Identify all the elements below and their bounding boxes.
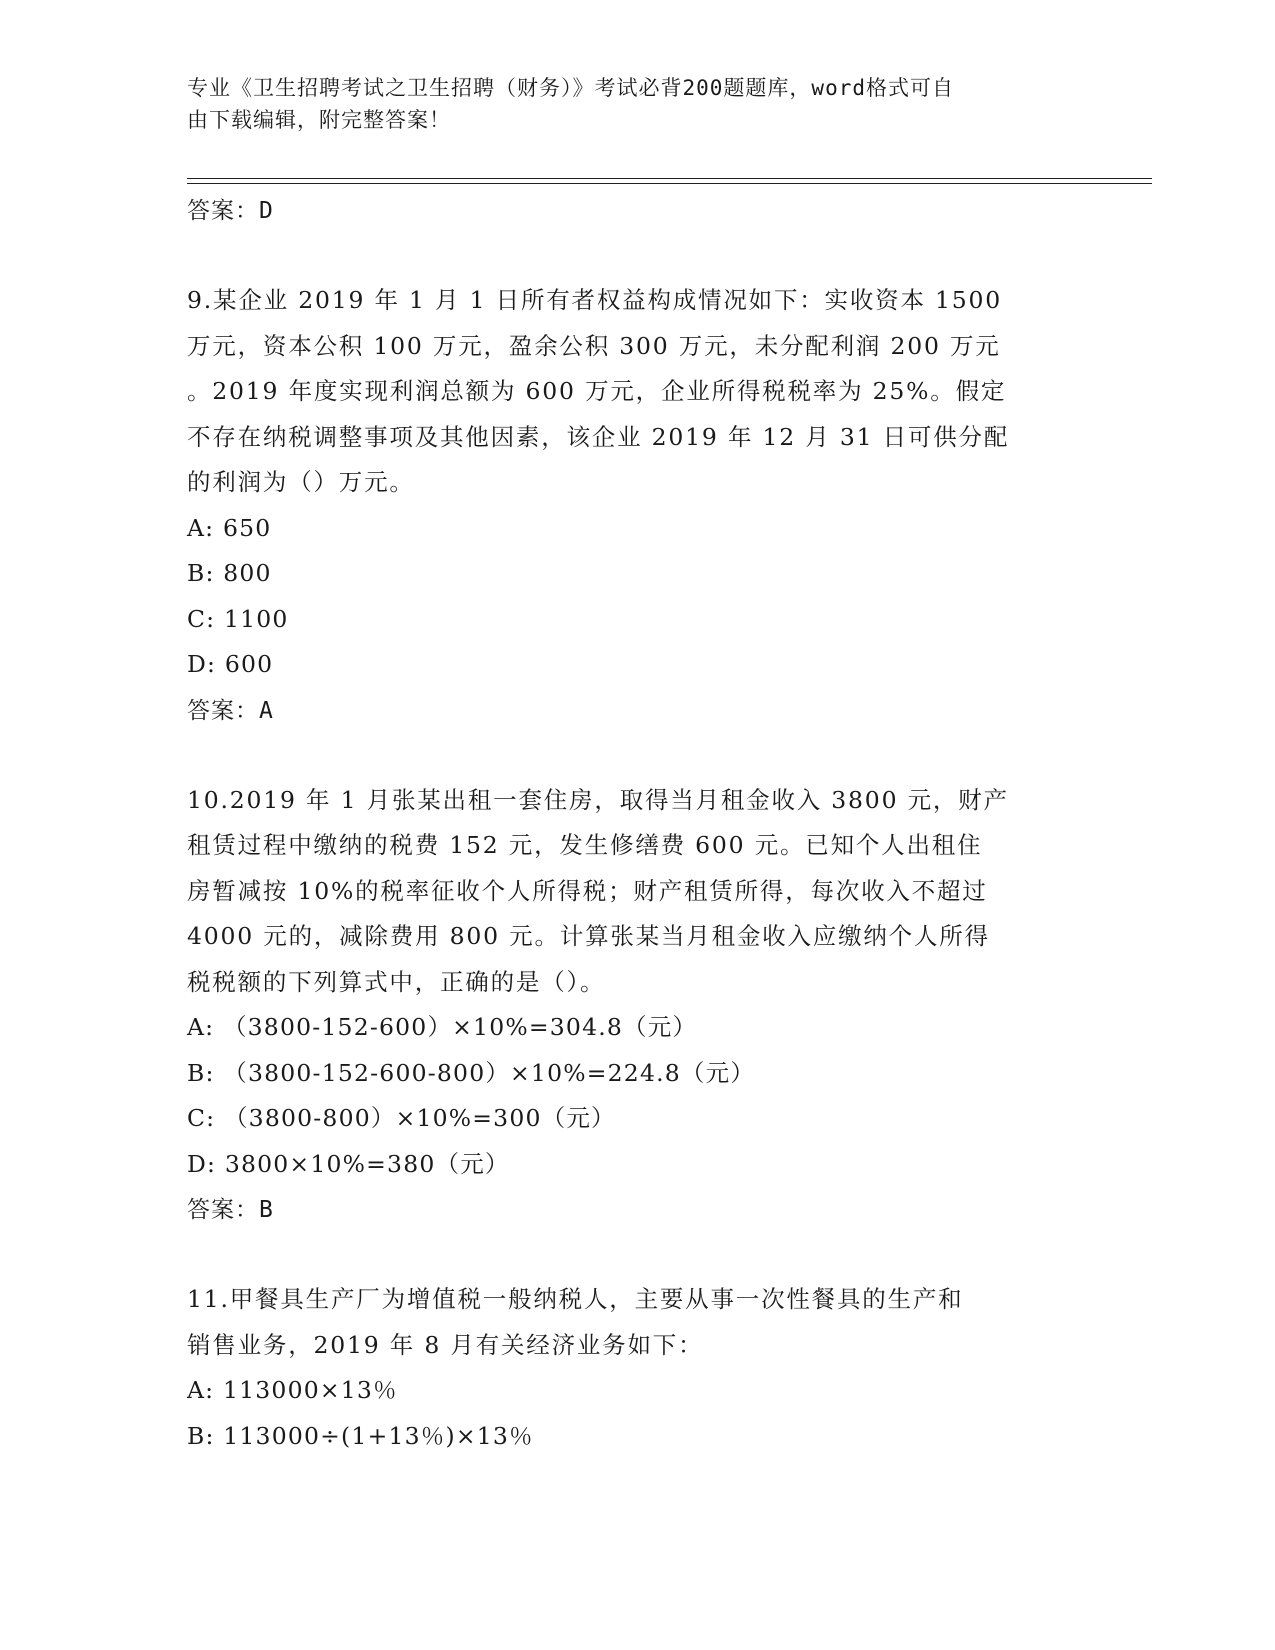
question-line: 的利润为（）万元。	[187, 468, 415, 496]
question-line: 10.2019 年 1 月张某出租一套住房，取得当月租金收入 3800 元，财产	[187, 785, 1009, 814]
question-answer: 答案：B	[187, 1197, 274, 1223]
option-a: A: 650	[187, 513, 272, 542]
option-b: B: 113000÷(1+13％)×13％	[187, 1421, 534, 1450]
question-line: 租赁过程中缴纳的税费 152 元，发生修缮费 600 元。已知个人出租住	[187, 831, 983, 859]
spacer	[187, 234, 1087, 278]
option-a: A: 113000×13％	[187, 1376, 398, 1404]
option-b: B: 800	[187, 559, 272, 587]
question-line: 房暂减按 10%的税率征收个人所得税；财产租赁所得，每次收入不超过	[187, 876, 988, 905]
option-c: C: 1100	[187, 604, 289, 633]
header-divider-top	[187, 178, 1152, 179]
question-text	[187, 1277, 1087, 1368]
option-d: D: 600	[187, 650, 274, 678]
option-c: C: （3800-800）×10%=300（元）	[187, 1104, 616, 1132]
option-b: B: （3800-152-600-800）×10%=224.8（元）	[187, 1058, 756, 1087]
question-line: 4000 元的，减除费用 800 元。计算张某当月租金收入应缴纳个人所得	[187, 922, 990, 950]
question-11	[187, 1277, 1087, 1459]
question-text	[187, 278, 1087, 506]
spacer	[187, 1233, 1087, 1277]
document-header	[187, 72, 1067, 136]
question-line: 9.某企业 2019 年 1 月 1 日所有者权益构成情况如下：实收资本 1500	[187, 286, 1003, 314]
question-line: 。2019 年度实现利润总额为 600 万元，企业所得税税率为 25%。假定	[187, 377, 1007, 405]
document-body	[187, 188, 1087, 1459]
previous-answer: 答案：D	[187, 198, 274, 224]
header-divider-bottom	[187, 183, 1152, 184]
option-d: D: 3800×10%=380（元）	[187, 1149, 510, 1178]
question-line: 不存在纳税调整事项及其他因素，该企业 2019 年 12 月 31 日可供分配	[187, 422, 1010, 451]
question-line: 税税额的下列算式中，正确的是（）。	[187, 967, 606, 996]
spacer	[187, 734, 1087, 778]
question-text	[187, 778, 1087, 1006]
question-line: 万元，资本公积 100 万元，盈余公积 300 万元，未分配利润 200 万元	[187, 331, 1001, 360]
question-line: 销售业务，2019 年 8 月有关经济业务如下：	[187, 1330, 704, 1359]
question-9	[187, 278, 1087, 734]
header-title-line-1: 专业《卫生招聘考试之卫生招聘（财务）》考试必背200题题库，word格式可自	[187, 76, 954, 100]
question-line: 11.甲餐具生产厂为增值税一般纳税人，主要从事一次性餐具的生产和	[187, 1285, 964, 1313]
question-answer: 答案：A	[187, 697, 274, 724]
question-10	[187, 778, 1087, 1234]
option-a: A: （3800-152-600）×10%=304.8（元）	[187, 1013, 698, 1041]
header-title-line-2: 由下载编辑，附完整答案！	[187, 108, 451, 132]
